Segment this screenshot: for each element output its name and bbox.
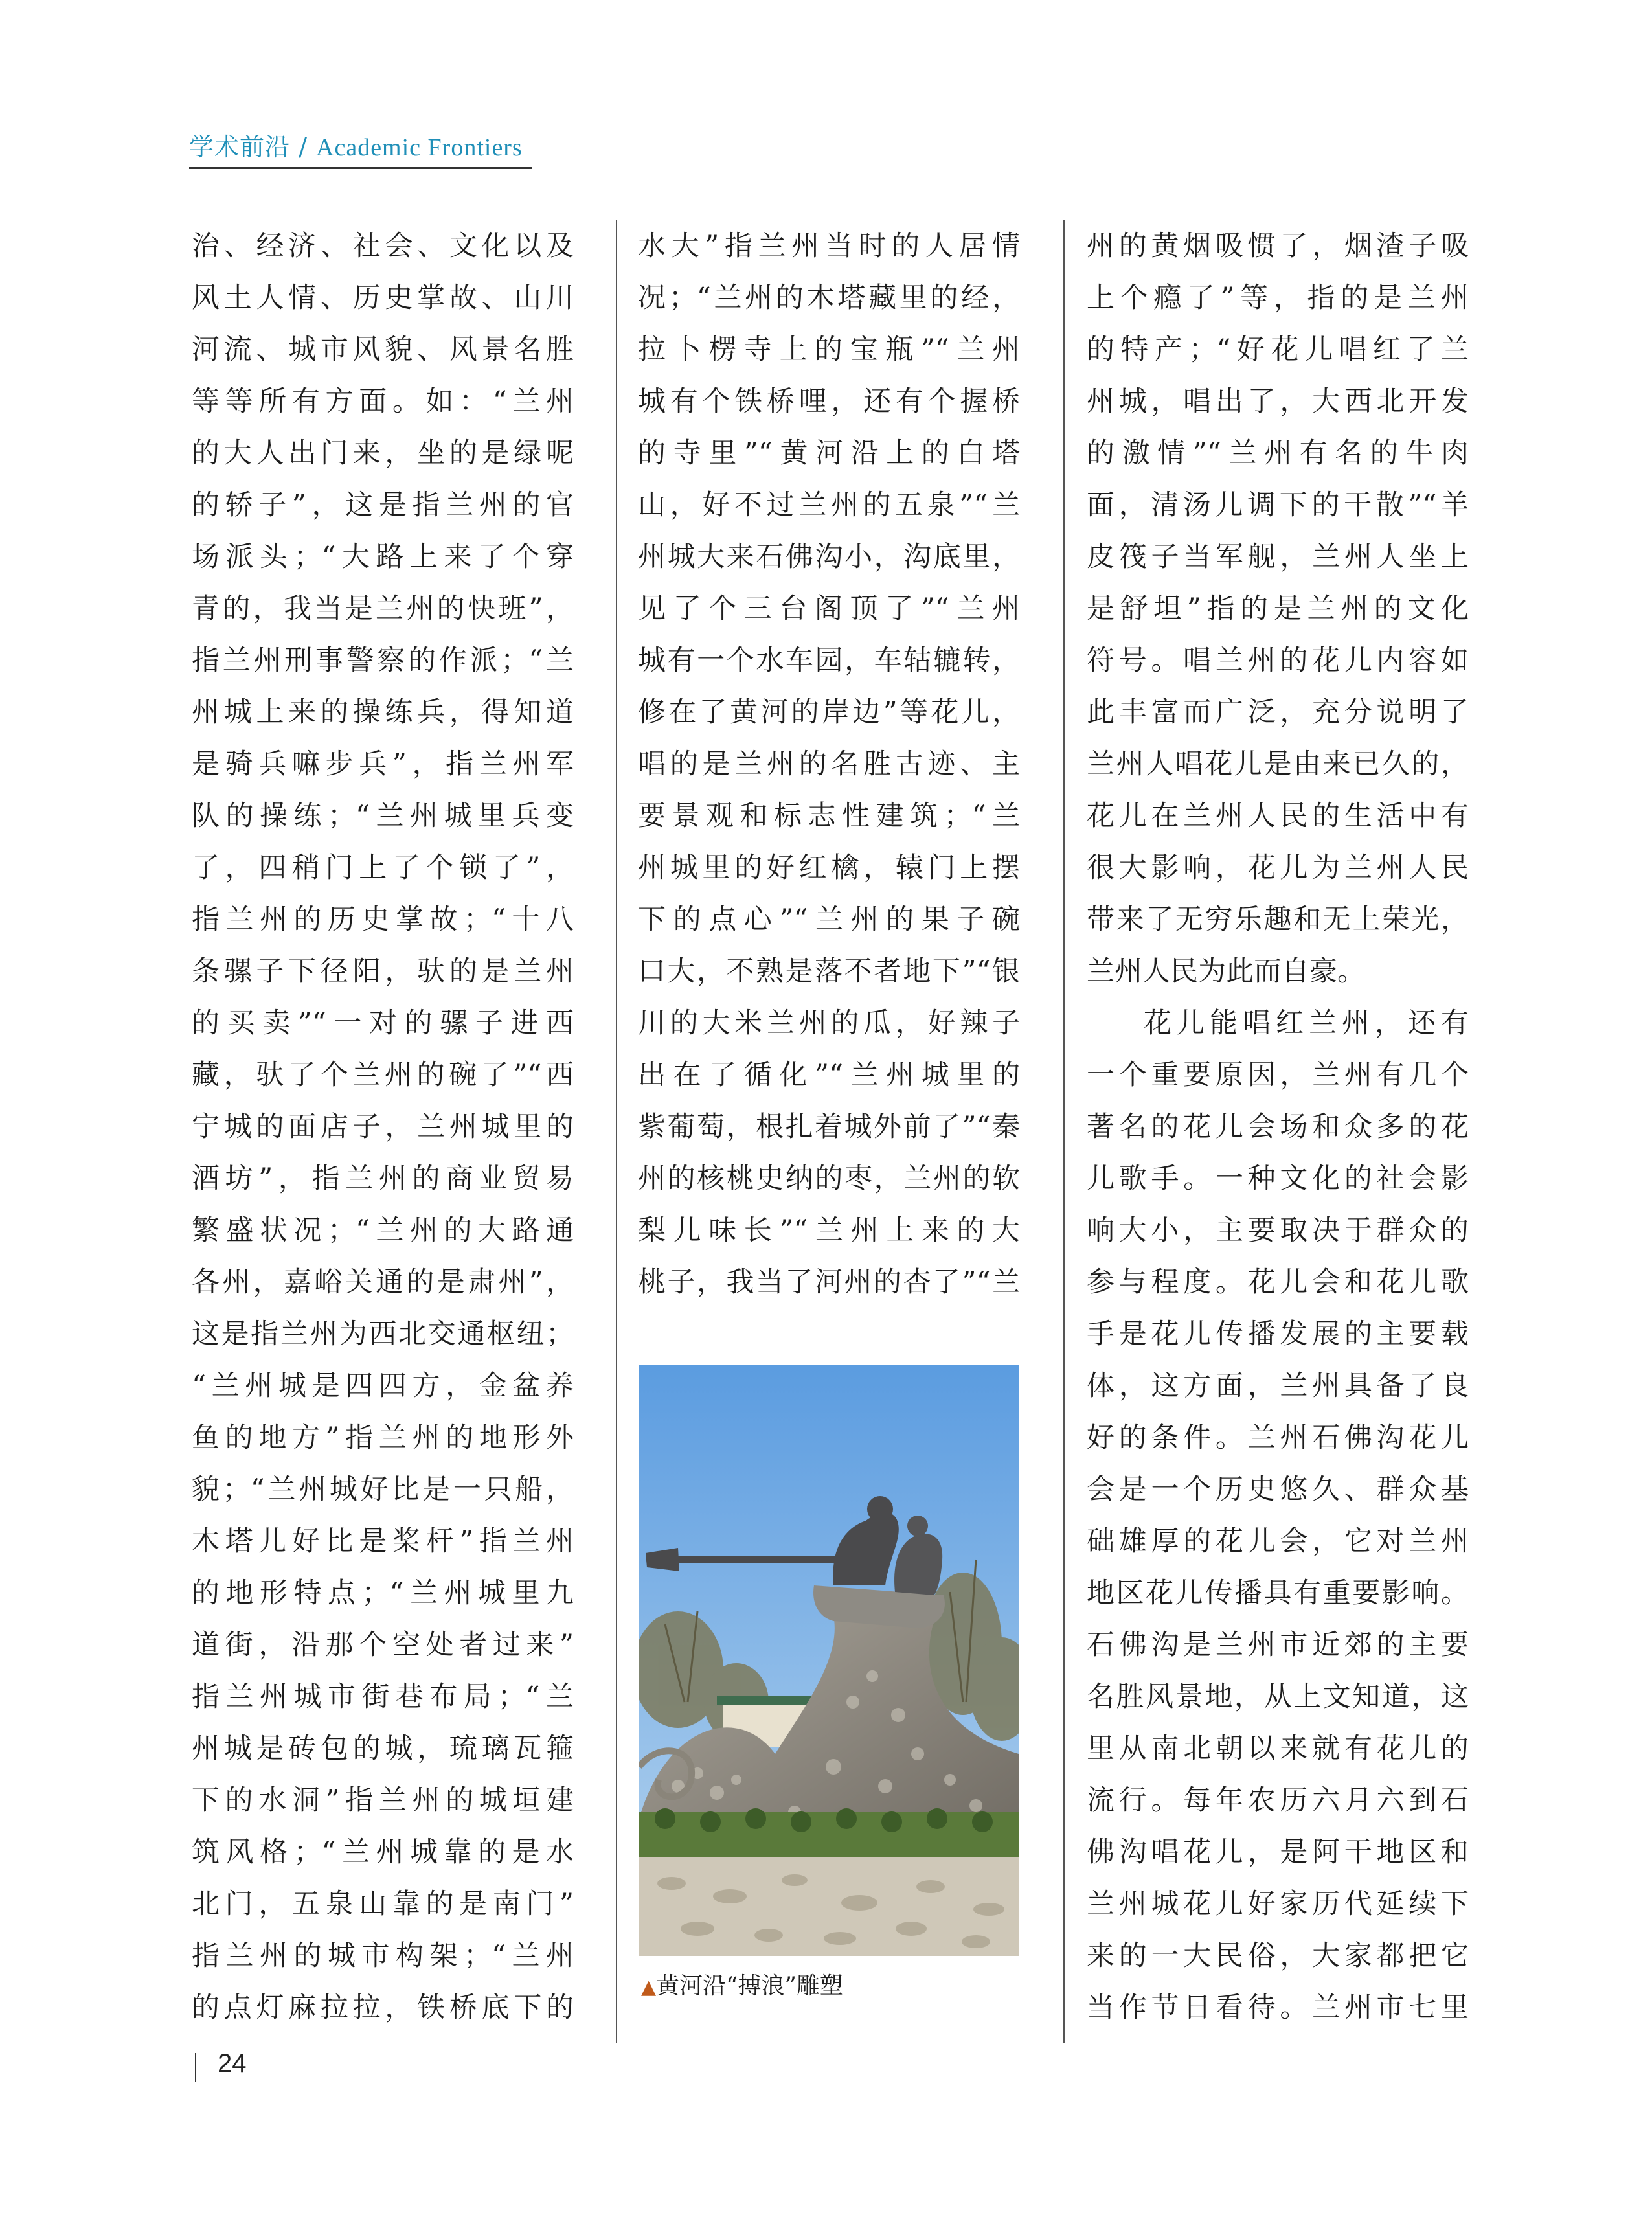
text-line: 况；“兰州的木塔藏里的经，	[638, 282, 1020, 314]
text-line: 要景观和标志性建筑；“兰	[638, 800, 1020, 832]
text-line: 州城是砖包的城，琉璃瓦箍	[192, 1732, 574, 1765]
caption-marker-icon: ▲	[641, 1976, 657, 1999]
text-line: 很大影响，花儿为兰州人民	[1087, 852, 1469, 884]
text-line: 川的大米兰州的瓜，好辣子	[638, 1007, 1020, 1039]
text-line: 州城里的好红檎，辕门上摆	[638, 852, 1020, 884]
text-line: 兰州人民为此而自豪。	[1087, 955, 1365, 988]
text-line: 是骑兵嘛步兵”，指兰州军	[192, 748, 574, 780]
text-line: 酒坊”，指兰州的商业贸易	[192, 1163, 574, 1195]
text-line: 筑风格；“兰州城靠的是水	[192, 1836, 574, 1868]
text-line: 紫葡萄，根扎着城外前了”“秦	[638, 1111, 1020, 1143]
text-line: 青的，我当是兰州的快班”，	[192, 593, 574, 625]
text-line: 当作节日看待。兰州市七里	[1087, 1992, 1469, 2024]
header-section-en: Academic Frontiers	[316, 134, 523, 161]
header-section-cn: 学术前沿	[189, 133, 291, 161]
text-line: 花儿能唱红兰州，还有	[1144, 1007, 1469, 1039]
text-line: 是舒坦”指的是兰州的文化	[1087, 593, 1469, 625]
text-line: 的特产；“好花儿唱红了兰	[1087, 334, 1469, 366]
text-line: 风土人情、历史掌故、山川	[192, 282, 574, 314]
text-line: 水大”指兰州当时的人居情	[638, 230, 1020, 262]
text-line: 花儿在兰州人民的生活中有	[1087, 800, 1469, 832]
text-line: 等等所有方面。如：“兰州	[192, 385, 574, 418]
text-column-2	[638, 220, 1020, 1308]
text-line: “兰州城是四四方，金盆养	[192, 1370, 574, 1402]
text-line: 流行。每年农历六月六到石	[1087, 1784, 1469, 1817]
text-line: 州的核桃史纳的枣，兰州的软	[638, 1163, 1020, 1195]
text-line: 指兰州的历史掌故；“十八	[192, 903, 574, 936]
text-line: 场派头；“大路上来了个穿	[192, 541, 574, 573]
text-line: 山，好不过兰州的五泉”“兰	[638, 489, 1020, 521]
text-line: 指兰州城市街巷布局；“兰	[192, 1681, 574, 1713]
column-divider-2	[1063, 220, 1065, 2043]
text-line: 皮筏子当军舰，兰州人坐上	[1087, 541, 1469, 573]
text-line: 石佛沟是兰州市近郊的主要	[1087, 1629, 1469, 1661]
text-line: 的轿子”，这是指兰州的官	[192, 489, 574, 521]
text-line: 会是一个历史悠久、群众基	[1087, 1473, 1469, 1506]
text-line: 础雄厚的花儿会，它对兰州	[1087, 1525, 1469, 1558]
text-line: 道街，沿那个空处者过来”	[192, 1629, 574, 1661]
text-line: 上个瘾了”等，指的是兰州	[1087, 282, 1469, 314]
text-line: 的点灯麻拉拉，铁桥底下的	[192, 1992, 574, 2024]
text-line: 各州，嘉峪关通的是肃州”，	[192, 1266, 574, 1299]
text-line: 里从南北朝以来就有花儿的	[1087, 1732, 1469, 1765]
text-line: 城有一个水车园，车轱辘转，	[638, 644, 1020, 677]
text-line: 口大，不熟是落不者地下”“银	[638, 955, 1020, 988]
text-line: 一个重要原因，兰州有几个	[1087, 1059, 1469, 1091]
text-line: 河流、城市风貌、风景名胜	[192, 334, 574, 366]
text-line: 修在了黄河的岸边”等花儿，	[638, 696, 1020, 729]
text-line: 梨儿味长”“兰州上来的大	[638, 1214, 1020, 1247]
text-line: 繁盛状况；“兰州的大路通	[192, 1214, 574, 1247]
text-line: 了，四稍门上了个锁了”，	[192, 852, 574, 884]
text-line: 符号。唱兰州的花儿内容如	[1087, 644, 1469, 677]
text-line: 响大小，主要取决于群众的	[1087, 1214, 1469, 1247]
running-header	[189, 127, 523, 163]
text-line: 条骡子下径阳，驮的是兰州	[192, 955, 574, 988]
text-line: 下的水洞”指兰州的城垣建	[192, 1784, 574, 1817]
text-line: 指兰州刑事警察的作派；“兰	[192, 644, 574, 677]
text-line: 儿歌手。一种文化的社会影	[1087, 1163, 1469, 1195]
text-line: 州的黄烟吸惯了，烟渣子吸	[1087, 230, 1469, 262]
text-line: 参与程度。花儿会和花儿歌	[1087, 1266, 1469, 1299]
text-line: 的买卖”“一对的骡子进西	[192, 1007, 574, 1039]
text-line: 的大人出门来，坐的是绿呢	[192, 437, 574, 470]
text-line: 这是指兰州为西北交通枢纽；	[192, 1318, 574, 1350]
text-line: 州城上来的操练兵，得知道	[192, 696, 574, 729]
page-number: 24	[218, 2049, 247, 2078]
text-line: 木塔儿好比是桨杆”指兰州	[192, 1525, 574, 1558]
text-line: 兰州人唱花儿是由来已久的，	[1087, 748, 1469, 780]
figure-caption	[641, 1968, 843, 2001]
text-line: 桃子，我当了河州的杏了”“兰	[638, 1266, 1020, 1299]
text-line: 下的点心”“兰州的果子碗	[638, 903, 1020, 936]
text-line: 此丰富而广泛，充分说明了	[1087, 696, 1469, 729]
sculpture-photo	[639, 1365, 1019, 1956]
text-line: 名胜风景地，从上文知道，这	[1087, 1681, 1469, 1713]
text-line: 兰州城花儿好家历代延续下	[1087, 1888, 1469, 1920]
text-line: 唱的是兰州的名胜古迹、主	[638, 748, 1020, 780]
text-line: 拉卜楞寺上的宝瓶”“兰州	[638, 334, 1020, 366]
text-line: 州城大来石佛沟小，沟底里，	[638, 541, 1020, 573]
text-line: 来的一大民俗，大家都把它	[1087, 1940, 1469, 1972]
text-column-1	[192, 220, 574, 2034]
header-separator: /	[299, 133, 308, 161]
text-line: 出在了循化”“兰州城里的	[638, 1059, 1020, 1091]
header-rule	[189, 167, 532, 169]
text-line: 指兰州的城市构架；“兰州	[192, 1940, 574, 1972]
text-line: 队的操练；“兰州城里兵变	[192, 800, 574, 832]
text-line: 宁城的面店子，兰州城里的	[192, 1111, 574, 1143]
text-line: 的激情”“兰州有名的牛肉	[1087, 437, 1469, 470]
text-line: 好的条件。兰州石佛沟花儿	[1087, 1422, 1469, 1454]
text-line: 的地形特点；“兰州城里九	[192, 1577, 574, 1609]
text-line: 治、经济、社会、文化以及	[192, 230, 574, 262]
text-line: 面，清汤儿调下的干散”“羊	[1087, 489, 1469, 521]
text-line: 见了个三台阁顶了”“兰州	[638, 593, 1020, 625]
text-column-3	[1087, 220, 1469, 2034]
text-line: 带来了无穷乐趣和无上荣光，	[1087, 903, 1469, 936]
text-line: 北门，五泉山靠的是南门”	[192, 1888, 574, 1920]
caption-text: 黄河沿“搏浪”雕塑	[656, 1973, 843, 1999]
column-divider-1	[616, 220, 617, 2043]
text-line: 州城，唱出了，大西北开发	[1087, 385, 1469, 418]
text-line: 貌；“兰州城好比是一只船，	[192, 1473, 574, 1506]
text-line: 的寺里”“黄河沿上的白塔	[638, 437, 1020, 470]
text-line: 地区花儿传播具有重要影响。	[1087, 1577, 1469, 1609]
text-line: 手是花儿传播发展的主要载	[1087, 1318, 1469, 1350]
text-line: 体，这方面，兰州具备了良	[1087, 1370, 1469, 1402]
text-line: 佛沟唱花儿，是阿干地区和	[1087, 1836, 1469, 1868]
text-line: 城有个铁桥哩，还有个握桥	[638, 385, 1020, 418]
page-number-rule	[195, 2053, 196, 2082]
text-line: 著名的花儿会场和众多的花	[1087, 1111, 1469, 1143]
text-line: 藏，驮了个兰州的碗了”“西	[192, 1059, 574, 1091]
text-line: 鱼的地方”指兰州的地形外	[192, 1422, 574, 1454]
